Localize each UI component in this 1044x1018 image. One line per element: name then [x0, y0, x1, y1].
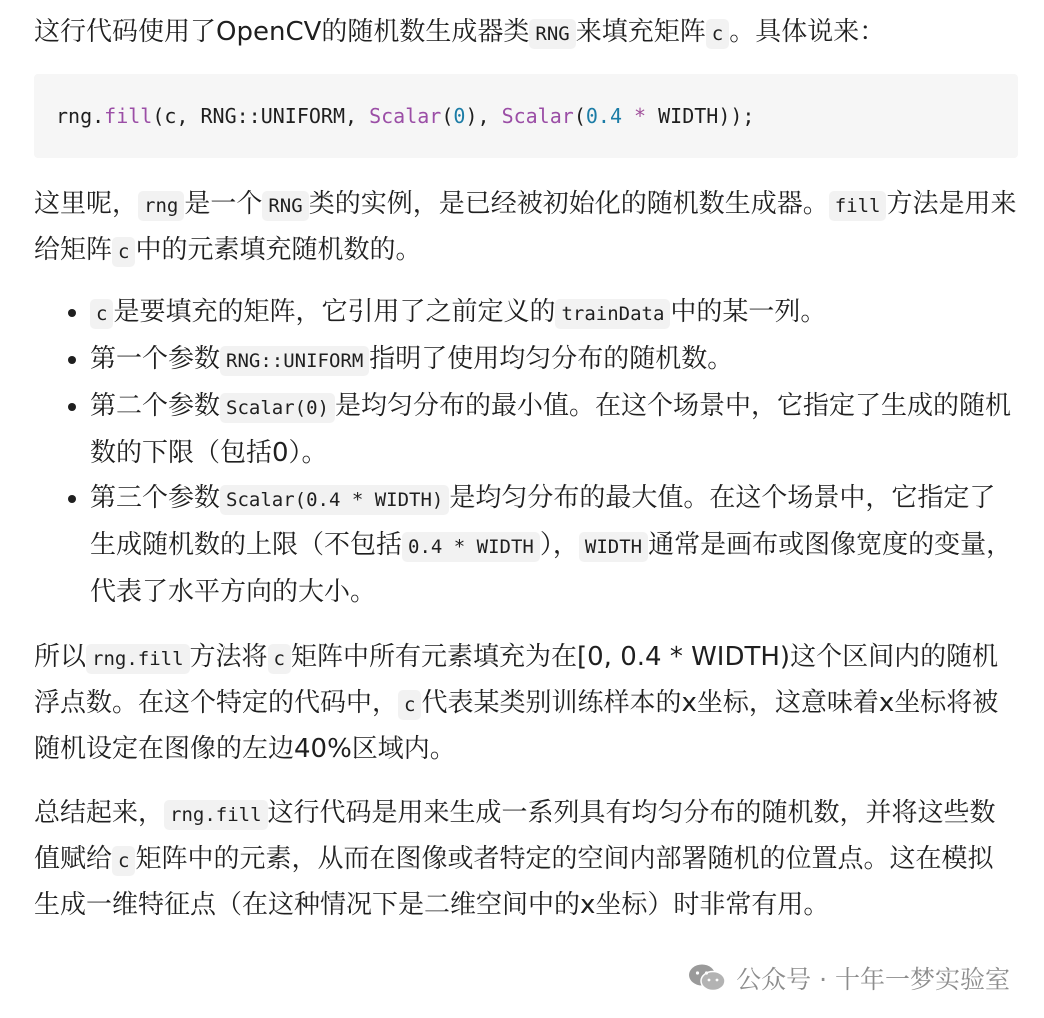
- text: ），: [539, 530, 579, 560]
- article-body: [34, 0, 1018, 927]
- code-token: (: [441, 104, 454, 128]
- inline-code: Scalar(0): [220, 393, 335, 423]
- text: 是一个: [184, 189, 263, 219]
- code-token: ),: [465, 104, 502, 128]
- text: 代表某类别训练样本的x坐标，这意味着x坐标将被随机设定在图像的左边40%区域内。: [34, 688, 999, 764]
- inline-code: fill: [829, 191, 887, 221]
- watermark-text: 公众号 · 十年一梦实验室: [736, 965, 1010, 994]
- list-item: [90, 384, 1018, 476]
- text: 这行代码使用了OpenCV的随机数生成器类: [34, 17, 530, 47]
- text: 是均匀分布的最小值。在这个场景中，它指定了生成的随机数的下限（包括0）。: [90, 391, 1011, 468]
- code-token: WIDTH));: [646, 104, 755, 128]
- range-paragraph: [34, 635, 1018, 771]
- text: 矩阵中的元素，从而在图像或者特定的空间内部署随机的位置点。这在模拟生成一维特征点（在这种情况下是二维空间中的x坐标）时非常有用。: [34, 844, 994, 920]
- inline-code: Scalar(0.4 * WIDTH): [220, 485, 449, 515]
- inline-code: rng.fill: [164, 800, 268, 830]
- code-token: (: [573, 104, 586, 128]
- inline-code: rng: [138, 191, 184, 221]
- text: 总结起来，: [34, 798, 165, 828]
- inline-code: RNG: [262, 191, 308, 221]
- text: 这里呢，: [34, 189, 139, 219]
- inline-code: c: [706, 19, 729, 49]
- text: 第一个参数: [90, 344, 221, 374]
- inline-code: rng.fill: [86, 644, 190, 674]
- text: 所以: [34, 642, 87, 672]
- wechat-icon: [688, 963, 726, 993]
- code-token-number: 0.4: [585, 104, 622, 128]
- text: 中的某一列。: [670, 297, 827, 327]
- code-token: [622, 104, 634, 128]
- list-item: [90, 337, 1018, 384]
- inline-code: c: [112, 846, 135, 876]
- code-block: [34, 74, 1018, 158]
- code-line: [56, 104, 754, 128]
- inline-code: c: [268, 644, 291, 674]
- inline-code: c: [112, 237, 135, 267]
- inline-code: RNG: [529, 19, 575, 49]
- code-token-method: fill: [104, 104, 153, 128]
- code-token-number: 0: [453, 104, 466, 128]
- list-item: [90, 290, 1018, 337]
- text: 是要填充的矩阵，它引用了之前定义的: [113, 297, 556, 327]
- text: 是均匀分布的最大值。在这个场景中，它指定了生成随机数的上限（不包括: [90, 483, 996, 560]
- inline-code: trainData: [555, 299, 670, 329]
- text: 类的实例，是已经被初始化的随机数生成器。: [308, 189, 829, 219]
- inline-code: c: [398, 690, 421, 720]
- code-token-operator: *: [634, 104, 647, 128]
- list-item: [90, 476, 1018, 615]
- explanation-paragraph: [34, 182, 1018, 274]
- text: 。具体说来：: [729, 17, 886, 47]
- intro-paragraph: [34, 10, 1018, 56]
- text: 中的元素填充随机数的。: [135, 235, 422, 265]
- text: 这行代码是用来生成一系列具有均匀分布的随机数，并将这些数值赋给: [34, 798, 996, 874]
- code-token-type: Scalar: [501, 104, 574, 128]
- inline-code: 0.4 * WIDTH: [402, 532, 540, 562]
- text: 第三个参数: [90, 483, 221, 513]
- text: 指明了使用均匀分布的随机数。: [369, 344, 734, 374]
- code-token: rng.: [56, 104, 105, 128]
- code-token: (c, RNG::UNIFORM,: [152, 104, 370, 128]
- text: 第二个参数: [90, 391, 221, 421]
- text: 矩阵中所有元素填充为在[0, 0.4 * WIDTH)这个区间内的随机浮点数。在这个特定的代码中，: [34, 642, 999, 718]
- code-token-type: Scalar: [369, 104, 442, 128]
- inline-code: RNG::UNIFORM: [220, 346, 369, 376]
- inline-code: WIDTH: [579, 532, 648, 562]
- text: 方法是用来给矩阵: [34, 189, 1017, 265]
- inline-code: c: [90, 299, 113, 329]
- parameter-list: [34, 290, 1018, 615]
- text: 方法将: [189, 642, 268, 672]
- watermark: [688, 960, 1010, 996]
- text: 通常是画布或图像宽度的变量，代表了水平方向的大小。: [90, 530, 1013, 607]
- summary-paragraph: [34, 791, 1018, 927]
- text: 来填充矩阵: [575, 17, 706, 47]
